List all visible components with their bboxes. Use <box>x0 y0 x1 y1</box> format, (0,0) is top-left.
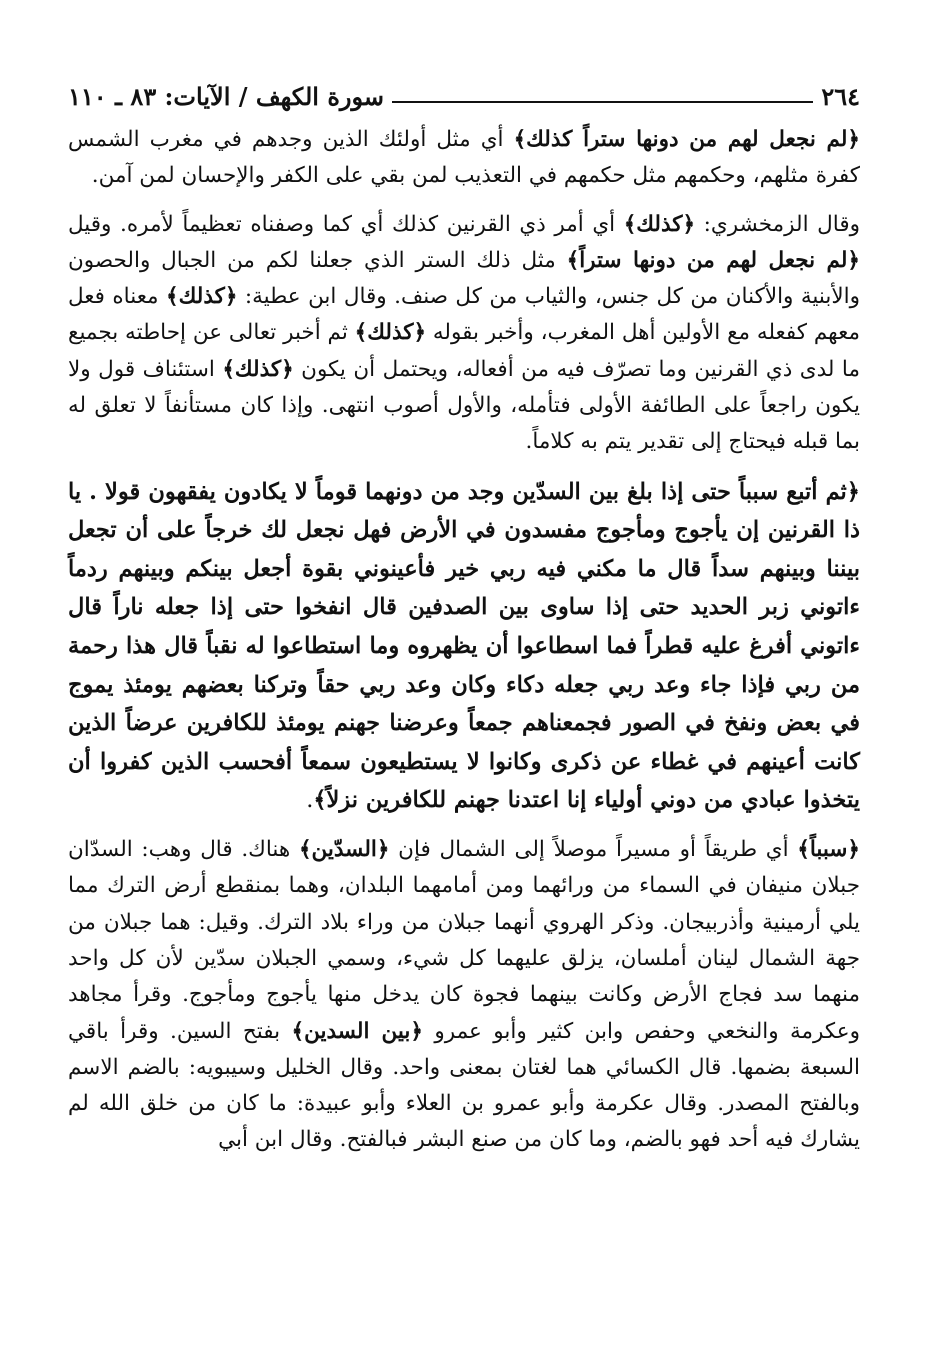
quran-quote: ﴿كذلك﴾ <box>354 320 427 346</box>
paragraph-4 <box>68 832 860 1159</box>
paragraph-1 <box>68 122 860 195</box>
quran-quote: ﴿السدّين﴾ <box>298 837 390 863</box>
paragraph-2 <box>68 207 860 461</box>
running-header <box>68 76 860 116</box>
commentary-text: أي أمر ذي القرنين كذلك أي كما وصفناه تعظيماً لأمره. وقيل <box>68 211 624 237</box>
commentary-text: أي طريقاً أو مسيراً موصلاً إلى الشمال فإن <box>389 837 798 863</box>
quran-quote: ﴿لم نجعل لهم من دونها ستراً﴾ <box>566 247 861 273</box>
quran-quote: ﴿لم نجعل لهم من دونها ستراً كذلك﴾ <box>513 127 860 152</box>
commentary-text: وقال الزمخشري: <box>695 211 860 237</box>
commentary-text: استئناف قول ولا يكون راجعاً على الطائفة الأولى فتأمله، والأول أصوب انتهى. وإذا كان مستأنفاً لا تعلق له بما قبله فيحتاج إلى تقدير يتم به كلاماً. <box>68 356 860 455</box>
page-number: ٢٦٤ <box>821 81 860 111</box>
quran-quote: ﴿كذلك﴾ <box>222 356 294 382</box>
commentary-text: ثم أخبر تعالى عن إحاطته بجميع ما لدى ذي القرنين وما تصرّف فيه من أفعاله، ويحتمل أن يكون <box>68 320 860 382</box>
commentary-text: هناك. قال وهب: السدّان جبلان منيفان في السماء من ورائهما ومن أمامهما البلدان، وهما بمنقطع أرض الترك مما يلي أرمينية وأذربيجان. وذكر الهروي أنهما جبلان من وراء بلاد الترك. وقيل: هما جبلان من جهة الشمال لينان أملسان، يزلق عليهما كل شيء، وسمي الجبلان سدّين لأن كل واحد منهما سد فجاج الأرض وكانت بينهما فجوة كان يدخل منها يأجوج ومأجوج. وقرأ مجاهد وعكرمة والنخعي وحفص وابن كثير وأبو عمرو <box>68 837 860 1044</box>
verse-block <box>68 473 860 820</box>
quran-quote: ﴿بين السدين﴾ <box>291 1018 423 1044</box>
quran-verses: ﴿ثم أتبع سبباً حتى إذا بلغ بين السدّين وجد من دونهما قوماً لا يكادون يفقهون قولا . يا ذا القرنين إن يأجوج ومأجوج مفسدون في الأرض فهل نجعل لك خرجاً على أن تجعل بيننا وبينهم سداً قال ما مكني فيه ربي خير فأعينوني بقوة أجعل بينكم وبينهم ردماً ءاتوني زبر الحديد حتى إذا ساوى بين الصدفين قال انفخوا حتى إذا جعله ناراً قال ءاتوني أفرغ عليه قطراً فما اسطاعوا أن يظهروه وما استطاعوا له نقباً قال هذا رحمة من ربي فإذا جاء وعد ربي جعله دكاء وكان وعد ربي حقاً وتركنا بعضهم يومئذ يموج في بعض ونفخ في الصور فجمعناهم جمعاً وعرضنا جهنم يومئذ للكافرين عرضاً الذين كانت أعينهم في غطاء عن ذكرى وكانوا لا يستطيعون سمعاً أفحسب الذين كفروا أن يتخذوا عبادي من دوني أولياء إنا اعتدنا جهنم للكافرين نزلاً﴾ <box>68 478 860 814</box>
header-rule <box>392 101 813 103</box>
verse-end-punct: . <box>306 787 314 814</box>
commentary-text: مثل ذلك الستر الذي جعلنا لكم من الجبال والحصون والأبنية والأكنان من كل جنس، والثياب من كل صنف. وقال ابن عطية: <box>68 247 860 310</box>
quran-quote: ﴿سبباً﴾ <box>797 837 860 863</box>
commentary-text: بفتح السين. وقرأ باقي السبعة بضمها. قال الكسائي هما لغتان بمعنى واحد. وقال الخليل وسيبويه: بالضم الاسم وبالفتح المصدر. وقال عكرمة وأبو عمرو بن العلاء وأبو عبيدة: ما كان من خلق الله لم يشارك فيه أحد فهو بالضم، وما كان من صنع البشر فبالفتح. وقال ابن أبي <box>68 1018 860 1153</box>
commentary-text: معناه فعل معهم كفعله مع الأولين أهل المغرب، وأخبر بقوله <box>68 284 860 346</box>
quran-quote: ﴿كذلك﴾ <box>166 284 238 310</box>
commentary-text: أي مثل أولئك الذين وجدهم في مغرب الشمس كفرة مثلهم، وحكمهم مثل حكمهم في التعذيب لمن بقي على الكفر والإحسان لمن آمن. <box>68 127 860 189</box>
surah-title: سورة الكهف / الآيات: ٨٣ ـ ١١٠ <box>68 81 385 111</box>
quran-quote: ﴿كذلك﴾ <box>623 211 696 237</box>
body-text <box>68 122 860 1159</box>
